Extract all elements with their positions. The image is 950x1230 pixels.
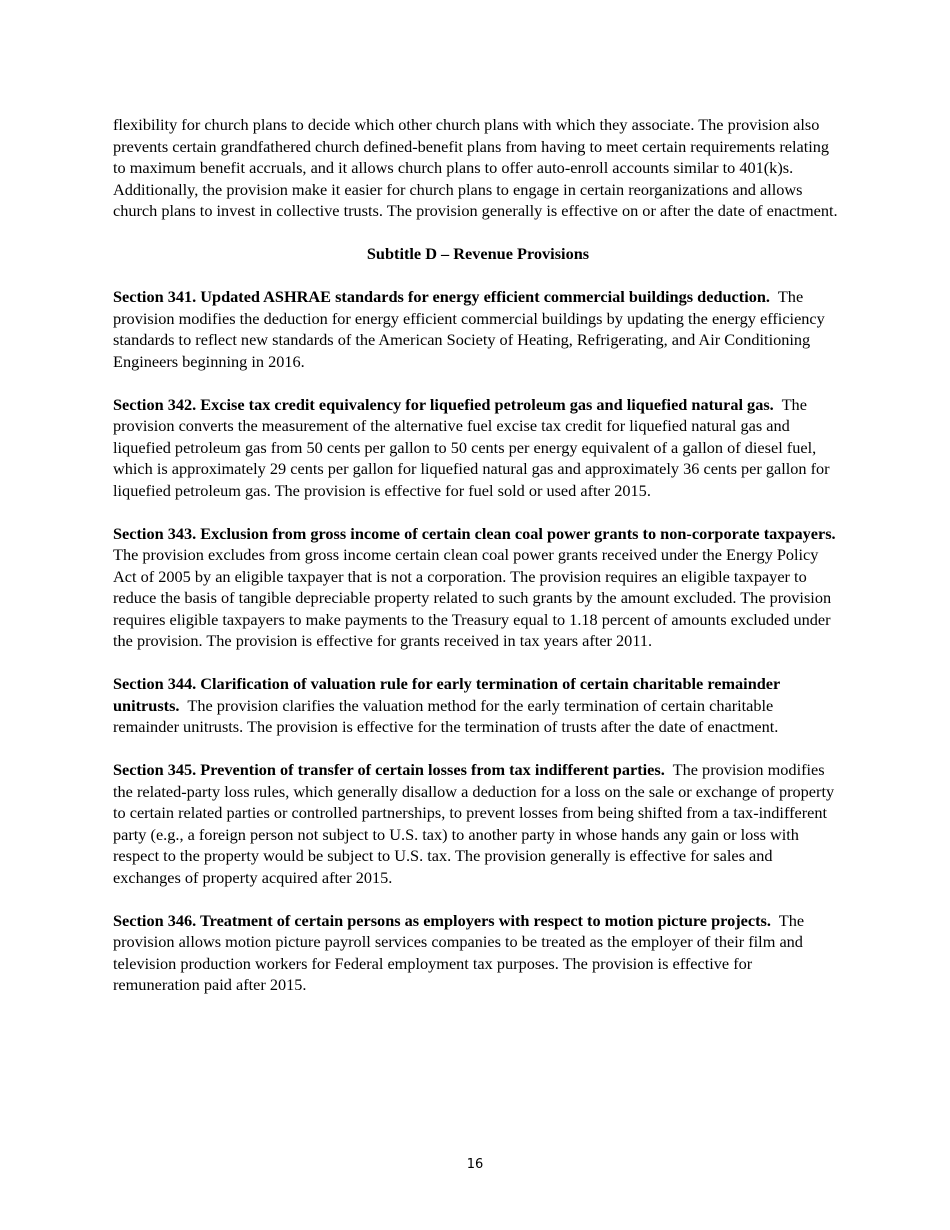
section-346-title: Section 346. Treatment of certain persons as employers with respect to motion picture projects. [113, 910, 771, 930]
section-342-body: The provision converts the measurement of the alternative fuel excise tax credit for liquefied natural gas and liquefied petroleum gas from 50 cents per gallon to 50 cents per energy equivalent of a gallon of diesel fuel, which is approximately 29 cents per gallon for liquefied natural gas and approximately 36 cents per gallon for liquefied petroleum gas. The provision is effective for fuel sold or used after 2015. [113, 394, 830, 500]
section-343-title: Section 343. Exclusion from gross income of certain clean coal power grants to non-corporate taxpayers. [113, 523, 836, 543]
section-341-title: Section 341. Updated ASHRAE standards for energy efficient commercial buildings deduction. [113, 287, 770, 306]
section-343-body: The provision excludes from gross income certain clean coal power grants received under the Energy Policy Act of 2005 by an eligible taxpayer that is not a corporation. The provision requires an eligible taxpayer to reduce the basis of tangible depreciable property related to such grants by the amount excluded. The provision requires eligible taxpayers to make payments to the Treasury equal to 1.18 percent of amounts excluded under the provision. The provision is effective for grants received in tax years after 2011. [113, 545, 832, 650]
section-341 [113, 286, 843, 372]
section-345 [113, 759, 843, 888]
section-342 [113, 394, 843, 502]
section-345-title: Section 345. Prevention of transfer of certain losses from tax indifferent parties. [113, 760, 665, 779]
section-344 [113, 673, 843, 738]
section-344-body: The provision clarifies the valuation method for the early termination of certain charitable remainder unitrusts. The provision is effective for the termination of trusts after the date of enactment. [113, 695, 779, 736]
document-page [113, 114, 843, 1017]
section-343 [113, 523, 843, 652]
intro-paragraph: flexibility for church plans to decide which other church plans with which they associate. The provision also prevents certain grandfathered church defined-benefit plans from having to meet certain requirements relating to maximum benefit accruals, and it allows church plans to offer auto-enroll accounts similar to 401(k)s. Additionally, the provision make it easier for church plans to engage in certain reorganizations and allows church plans to invest in collective trusts. The provision generally is effective on or after the date of enactment. [113, 115, 838, 220]
section-344-title: Section 344. Clarification of valuation rule for early termination of certain charitable remainder unitrusts. [113, 674, 780, 715]
section-345-body: The provision modifies the related-party loss rules, which generally disallow a deduction for a loss on the sale or exchange of property to certain related parties or controlled partnerships, to prevent losses from being shifted from a tax-indifferent party (e.g., a foreign person not subject to U.S. tax) to another party in whose hands any gain or loss with respect to the property would be subject to U.S. tax. The provision generally is effective for sales and exchanges of property acquired after 2015. [113, 760, 835, 887]
subtitle-heading: Subtitle D – Revenue Provisions [366, 244, 590, 263]
page-number: 16 [466, 1157, 484, 1172]
section-346-body: The provision allows motion picture payroll services companies to be treated as the employer of their film and television production workers for Federal employment tax purposes. The provision is effective for remuneration paid after 2015. [113, 910, 805, 994]
section-341-body: The provision modifies the deduction for energy efficient commercial buildings by updating the energy efficiency standards to reflect new standards of the American Society of Heating, Refrigerating, and Air Conditioning Engineers beginning in 2016. [113, 287, 825, 371]
section-342-title: Section 342. Excise tax credit equivalency for liquefied petroleum gas and liquefied natural gas. [113, 394, 774, 414]
section-346 [113, 910, 843, 996]
